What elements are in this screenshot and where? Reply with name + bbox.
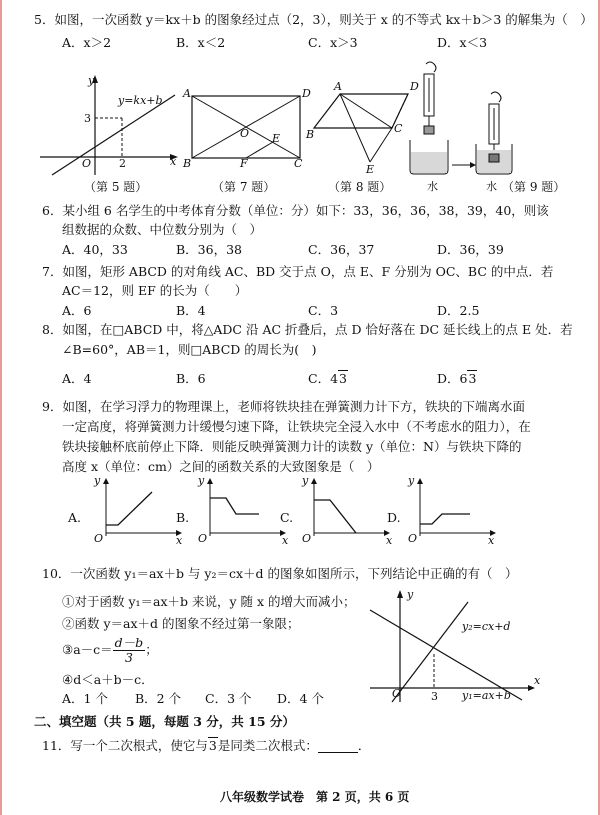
figure-9-apparatus bbox=[408, 62, 518, 180]
q10-s3-numerator: d－b bbox=[114, 635, 144, 650]
q9-b-x: x bbox=[282, 534, 289, 547]
fig8-label-e: E bbox=[366, 163, 375, 176]
q9-option-b-label: B. bbox=[176, 510, 190, 525]
q8-option-c-sqrt: 3 bbox=[339, 371, 347, 386]
fig7-label-o: O bbox=[240, 127, 250, 140]
fig7-label-d: D bbox=[302, 87, 311, 100]
fig7-label-e: E bbox=[272, 132, 281, 145]
figure-5 bbox=[40, 75, 180, 175]
q9-line4: 高度 x（单位：cm）之间的函数关系的大致图象是（ ） bbox=[62, 459, 380, 474]
page-footer: 八年级数学试卷 第 2 页，共 6 页 bbox=[220, 790, 410, 804]
fig8-label-a: A bbox=[334, 80, 342, 93]
q8-option-d: D．63 bbox=[437, 371, 477, 386]
q9-d-y: y bbox=[408, 474, 415, 487]
q6-option-c: C．36，37 bbox=[308, 242, 375, 257]
q7-stem-line1: 7．如图，矩形 ABCD 的对角线 AC、BD 交于点 O，点 E、F 分别为 OC、BC 的中点．若 bbox=[42, 264, 554, 279]
q9-graph-d bbox=[414, 478, 494, 540]
fig5-y-label: y bbox=[88, 74, 95, 87]
q7-stem-line2: AC＝12，则 EF 的长为（ ） bbox=[62, 283, 248, 298]
q9-a-o: O bbox=[94, 532, 104, 545]
fig5-func-label: y=kx+b bbox=[118, 94, 163, 107]
fig8-label-b: B bbox=[306, 128, 315, 141]
q11-sqrt: 3 bbox=[208, 738, 217, 753]
q9-option-a-label: A. bbox=[68, 510, 82, 525]
q6-option-b: B．36，38 bbox=[176, 242, 242, 257]
q5-option-d: D．x＜3 bbox=[437, 35, 488, 50]
fig7-label-b: B bbox=[183, 157, 192, 170]
q10-s3-denominator: 3 bbox=[124, 649, 133, 665]
q7-option-b: B．4 bbox=[176, 303, 206, 318]
q11-stem: 11．写一个二次根式，使它与3是同类二次根式： ． bbox=[42, 738, 371, 753]
q7-option-d: D．2.5 bbox=[437, 303, 480, 318]
q9-line1: 9．如图，在学习浮力的物理课上，老师将铁块挂在弹簧测力计下方，铁块的下端离水面 bbox=[42, 399, 525, 414]
section-2-heading: 二、填空题（共 5 题，每题 3 分，共 15 分） bbox=[34, 714, 295, 729]
fig10-origin: O bbox=[392, 687, 402, 700]
q5-option-a: A．x＞2 bbox=[62, 35, 112, 50]
fig10-y-label: y bbox=[407, 588, 414, 601]
fig8-label-d: D bbox=[410, 80, 419, 93]
fig5-x-label: x bbox=[170, 155, 177, 168]
q9-a-y: y bbox=[94, 474, 101, 487]
q6-stem-line2: 组数据的众数、中位数分别为（ ） bbox=[62, 222, 263, 237]
q8-stem-line1: 8．如图，在□ABCD 中，将△ADC 沿 AC 折叠后，点 D 恰好落在 DC 延长线上的点 E 处．若 bbox=[42, 322, 573, 337]
fig10-tick-3: 3 bbox=[431, 690, 438, 703]
q9-option-c-label: C. bbox=[280, 510, 294, 525]
q9-b-o: O bbox=[198, 532, 208, 545]
q10-option-c: C．3 个 bbox=[205, 691, 252, 706]
fig5-x-tick: 2 bbox=[119, 157, 126, 170]
q9-c-y: y bbox=[302, 474, 309, 487]
fig9-water-left: 水 bbox=[427, 180, 438, 193]
fig9-water-right: 水 bbox=[486, 180, 497, 193]
fig5-caption: （第 5 题） bbox=[84, 180, 148, 194]
fig5-y-tick: 3 bbox=[84, 112, 91, 125]
q6-stem-line1: 6．某小组 6 名学生的中考体育分数（单位：分）如下：33，36，36，38，39，40，则该 bbox=[42, 203, 549, 218]
q9-option-d-label: D. bbox=[387, 510, 401, 525]
q7-option-c: C．3 bbox=[308, 303, 339, 318]
q5-stem: 5．如图，一次函数 y＝kx＋b 的图象经过点（2，3），则关于 x 的不等式 kx＋b＞3 的解集为（ ） bbox=[34, 12, 593, 27]
q9-graph-a bbox=[100, 478, 180, 540]
q9-line2: 一定高度，将弹簧测力计缓慢匀速下降，让铁块完全浸入水中（不考虑水的阻力），在 bbox=[62, 419, 531, 434]
q10-statement-2: ②函数 y＝ax＋d 的图象不经过第一象限； bbox=[62, 616, 300, 631]
fig8-label-c: C bbox=[394, 122, 403, 135]
q9-graph-c bbox=[308, 478, 388, 540]
q6-option-a: A．40，33 bbox=[62, 242, 128, 257]
q8-option-a: A．4 bbox=[62, 371, 92, 386]
q10-statement-1: ①对于函数 y₁＝ax＋b 来说，y 随 x 的增大而减小； bbox=[62, 594, 356, 609]
q10-statement-4: ④d＜a＋b－c． bbox=[62, 672, 154, 687]
q6-option-d: D．36，39 bbox=[437, 242, 504, 257]
q8-stem-line2: ∠B=60°，AB＝1，则□ABCD 的周长为( ) bbox=[62, 342, 317, 357]
fig10-y1-label: y₁=ax+b bbox=[462, 689, 511, 702]
fig7-caption: （第 7 题） bbox=[212, 180, 276, 194]
fig10-x-label: x bbox=[534, 674, 541, 687]
q8-option-b: B．6 bbox=[176, 371, 206, 386]
q10-stem: 10．一次函数 y₁＝ax＋b 与 y₂＝cx＋d 的图象如图所示，下列结论中正确的有（ ） bbox=[42, 566, 518, 581]
q8-option-c: C．43 bbox=[308, 371, 347, 386]
fig5-origin: O bbox=[82, 157, 92, 170]
q9-line3: 铁块接触杯底前停止下降．则能反映弹簧测力计的读数 y（单位：N）与铁块下降的 bbox=[62, 439, 522, 454]
q9-b-y: y bbox=[198, 474, 205, 487]
fig9-caption: （第 9 题） bbox=[502, 180, 566, 194]
q10-option-a: A．1 个 bbox=[62, 691, 108, 706]
fig7-label-a: A bbox=[183, 87, 191, 100]
q11-answer-blank[interactable] bbox=[318, 740, 358, 753]
q5-option-b: B．x＜2 bbox=[176, 35, 226, 50]
q9-graph-b bbox=[204, 478, 284, 540]
q8-option-d-sqrt: 3 bbox=[468, 371, 477, 386]
fig8-caption: （第 8 题） bbox=[328, 180, 392, 194]
q9-a-x: x bbox=[176, 534, 183, 547]
q10-option-d: D．4 个 bbox=[277, 691, 324, 706]
fig7-label-f: F bbox=[240, 157, 248, 170]
fig10-y2-label: y₂=cx+d bbox=[462, 620, 511, 633]
q10-option-b: B．2 个 bbox=[135, 691, 182, 706]
q9-c-o: O bbox=[302, 532, 312, 545]
q5-option-c: C．x＞3 bbox=[308, 35, 358, 50]
q9-c-x: x bbox=[386, 534, 393, 547]
q7-option-a: A．6 bbox=[62, 303, 92, 318]
q10-statement-3: ③a－c＝ $\frac{d-b}{3}$ ； bbox=[62, 635, 158, 665]
q9-d-o: O bbox=[408, 532, 418, 545]
fig7-label-c: C bbox=[294, 157, 303, 170]
q9-d-x: x bbox=[488, 534, 495, 547]
